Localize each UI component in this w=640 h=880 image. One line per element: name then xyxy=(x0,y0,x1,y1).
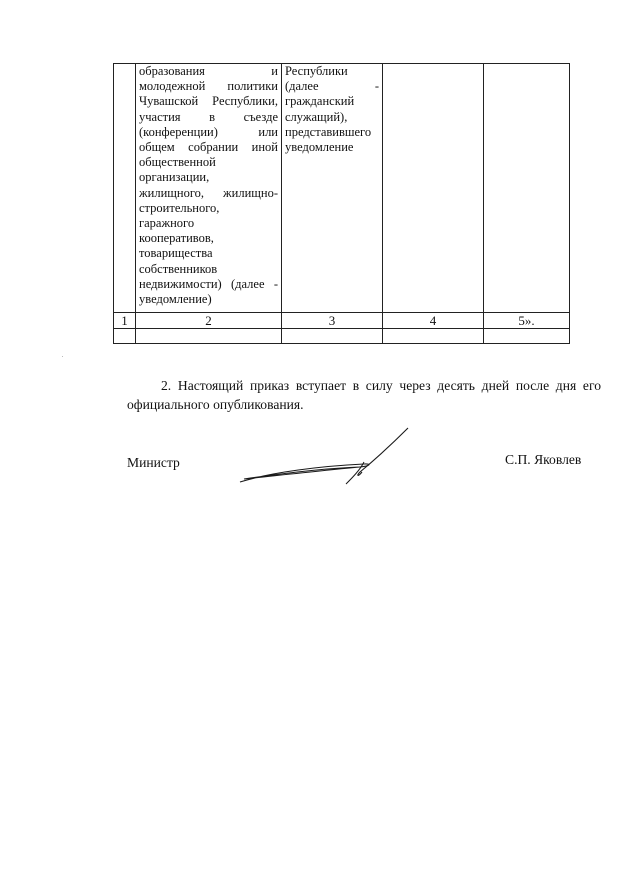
table-row xyxy=(114,64,570,313)
cell-line: (далее - xyxy=(285,79,379,94)
position-title: Министр xyxy=(127,455,180,470)
cell-line: недвижимости) (далее - xyxy=(139,276,278,291)
cell-line: образования и xyxy=(139,64,278,78)
cell-line: представившего xyxy=(285,124,372,139)
cell-line: общем собрании иной xyxy=(139,140,278,155)
cell-line: участия в съезде xyxy=(139,109,278,124)
cell-line: (конференции) или xyxy=(139,124,278,139)
table-cell-1 xyxy=(114,64,136,313)
cell-line: молодежной политики xyxy=(139,79,278,94)
table-row-numbers xyxy=(114,313,570,329)
column-number: 4 xyxy=(383,313,484,329)
cell-line: гаражного xyxy=(139,216,195,231)
order-paragraph: 2. Настоящий приказ вступает в силу через десять дней после дня его официального опубликования. xyxy=(127,378,601,412)
notification-table xyxy=(113,63,570,344)
scan-mark xyxy=(62,356,63,357)
empty-cell xyxy=(136,329,282,344)
cell-text xyxy=(139,64,278,307)
column-number: 2 xyxy=(136,313,282,329)
cell-line: организации, xyxy=(139,170,210,185)
table-cell-5 xyxy=(484,64,570,313)
cell-line: строительного, xyxy=(139,200,220,215)
cell-line: Республики xyxy=(285,64,348,78)
empty-cell xyxy=(484,329,570,344)
table-cell-description xyxy=(136,64,282,313)
cell-line: собственников xyxy=(139,261,218,276)
column-number: 5». xyxy=(484,313,570,329)
table-row-empty xyxy=(114,329,570,344)
column-number: 1 xyxy=(114,313,136,329)
empty-cell xyxy=(383,329,484,344)
cell-line: служащий), xyxy=(285,109,348,124)
cell-line: гражданский xyxy=(285,94,355,109)
empty-cell xyxy=(114,329,136,344)
cell-line: уведомление xyxy=(285,140,354,155)
cell-text xyxy=(285,64,379,155)
cell-line: кооперативов, xyxy=(139,231,214,246)
column-number: 3 xyxy=(282,313,383,329)
cell-line: товарищества xyxy=(139,246,213,261)
table-cell-subject xyxy=(282,64,383,313)
signer-name: С.П. Яковлев xyxy=(505,452,582,467)
cell-line: Чувашской Республики, xyxy=(139,94,278,109)
cell-line: общественной xyxy=(139,155,216,170)
handwritten-signature xyxy=(232,422,422,492)
cell-line: уведомление) xyxy=(139,292,212,307)
cell-line: жилищного, жилищно- xyxy=(139,185,278,200)
empty-cell xyxy=(282,329,383,344)
table-cell-4 xyxy=(383,64,484,313)
